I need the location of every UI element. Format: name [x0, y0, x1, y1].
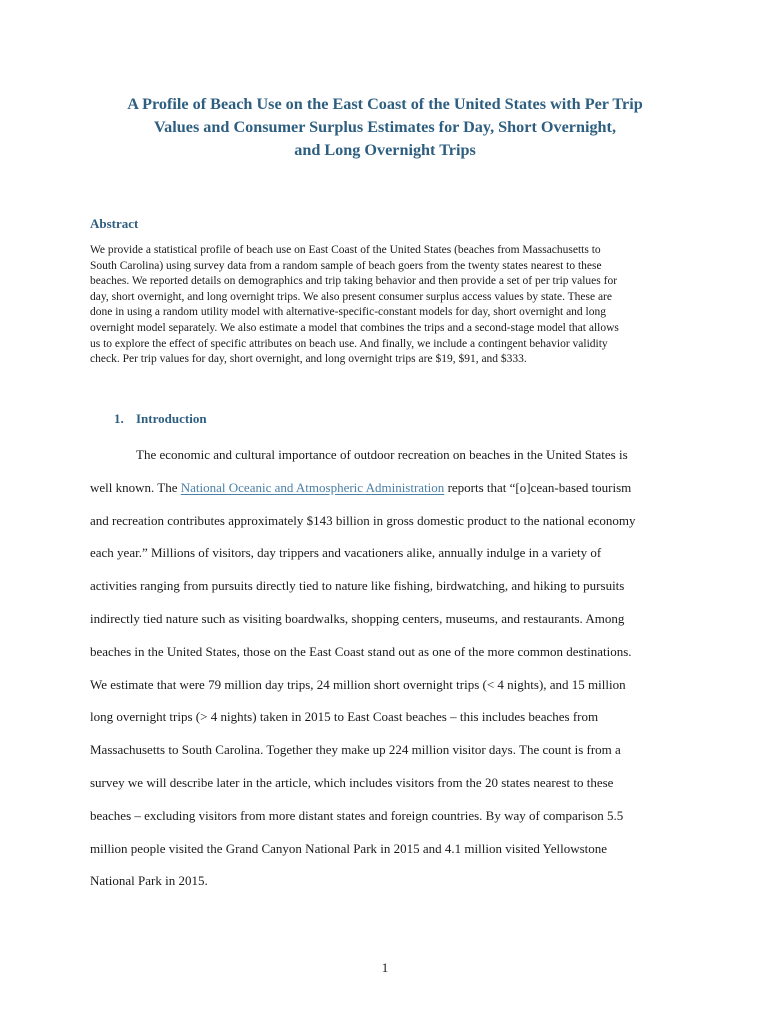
abstract-line: check. Per trip values for day, short overnight, and long overnight trips are $19, $91, and $333.	[90, 353, 527, 366]
noaa-link[interactable]: National Oceanic and Atmospheric Administration	[180, 479, 445, 495]
intro-line: long overnight trips (> 4 nights) taken in 2015 to East Coast beaches – this includes beaches from	[90, 709, 599, 725]
abstract-line: done in using a random utility model with alternative-specific-constant models for day, short overnight and long	[90, 306, 606, 319]
abstract-line: overnight model separately. We also estimate a model that combines the trips and a second-stage model that allows	[90, 321, 619, 334]
title-line-3: and Long Overnight Trips	[294, 141, 476, 159]
title-line-2: Values and Consumer Surplus Estimates for Day, Short Overnight,	[153, 118, 616, 136]
intro-line: beaches in the United States, those on the East Coast stand out as one of the more common destinations.	[90, 643, 632, 659]
introduction-heading	[114, 411, 207, 427]
intro-line: activities ranging from pursuits directly tied to nature like fishing, birdwatching, and hiking to pursuits	[90, 578, 625, 594]
intro-line: each year.” Millions of visitors, day trippers and vacationers alike, annually indulge in a variety of	[90, 545, 602, 561]
section-number: 1.	[114, 411, 124, 426]
paper-title	[60, 93, 710, 162]
intro-line: indirectly tied nature such as visiting boardwalks, shopping centers, museums, and restaurants. Among	[90, 610, 625, 626]
intro-line: million people visited the Grand Canyon National Park in 2015 and 4.1 million visited Yellowstone	[90, 840, 608, 856]
abstract-body	[90, 243, 690, 368]
section-title: Introduction	[136, 411, 207, 426]
abstract-line: beaches. We reported details on demographics and trip taking behavior and then provide a set of per trip values for	[90, 275, 618, 288]
intro-line: We estimate that were 79 million day trips, 24 million short overnight trips (< 4 nights), and 15 million	[90, 676, 626, 692]
abstract-line: day, short overnight, and long overnight trips. We also present consumer surplus access values by state. These are	[90, 290, 612, 303]
intro-text: well known. The	[90, 479, 181, 495]
intro-line: The economic and cultural importance of outdoor recreation on beaches in the United States is	[136, 447, 628, 462]
abstract-line: We provide a statistical profile of beach use on East Coast of the United States (beaches from Massachusetts to	[90, 244, 601, 256]
intro-line: beaches – excluding visitors from more distant states and foreign countries. By way of comparison 5.5	[90, 807, 624, 823]
abstract-line: South Carolina) using survey data from a random sample of beach goers from the twenty states nearest to these	[90, 259, 602, 272]
introduction-body	[90, 439, 690, 898]
intro-text: reports that “[o]cean-based tourism	[444, 479, 632, 495]
abstract-line: us to explore the effect of specific attributes on beach use. And finally, we include a contingent behavior validity	[90, 337, 608, 350]
intro-line	[90, 472, 690, 505]
intro-line: National Park in 2015.	[90, 873, 208, 889]
intro-line: survey we will describe later in the article, which includes visitors from the 20 states nearest to these	[90, 774, 614, 790]
abstract-heading: Abstract	[90, 216, 139, 231]
title-line-1: A Profile of Beach Use on the East Coast of the United States with Per Trip	[127, 95, 643, 113]
intro-line: Massachusetts to South Carolina. Together they make up 224 million visitor days. The count is from a	[90, 742, 621, 758]
intro-line: and recreation contributes approximately $143 billion in gross domestic product to the national economy	[90, 512, 636, 528]
page-number: 1	[381, 960, 389, 975]
